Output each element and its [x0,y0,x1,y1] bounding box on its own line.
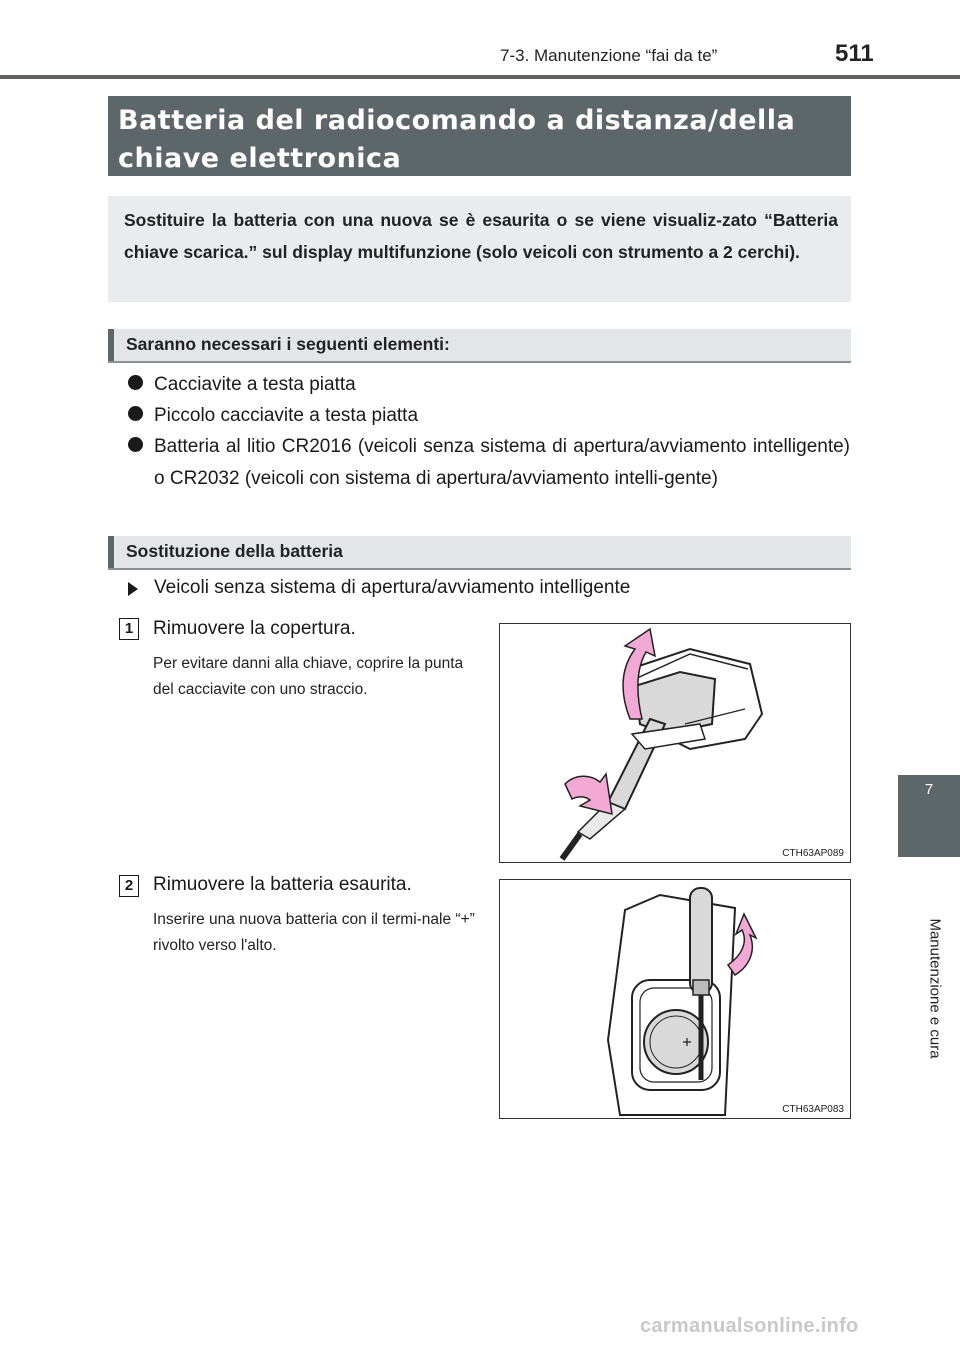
step-title: Rimuovere la batteria esaurita. [153,874,412,895]
step-note: Inserire una nuova batteria con il termi-nale “+” rivolto verso l'alto. [153,911,475,954]
figure-code: CTH63AP083 [782,1104,844,1115]
figure-remove-cover [499,623,851,863]
subsection-accent [108,329,114,361]
header-rule [0,75,960,79]
step-title: Rimuovere la copertura. [153,618,356,639]
subsection-header-required-items [108,329,851,363]
step-number: 1 [119,618,139,640]
list-item [128,431,850,495]
key-cover-illustration [500,624,850,862]
subsection-accent [108,536,114,568]
running-header-section: 7-3. Manutenzione “fai da te” [500,46,718,65]
page-title: Batteria del radiocomando a distanza/della chiave elettronica [118,105,796,174]
list-item [128,400,850,432]
list-item-text: Piccolo cacciavite a testa piatta [154,405,419,426]
subsection-title: Sostituzione della batteria [126,541,343,561]
battery-compartment-illustration [500,880,850,1118]
figure-code: CTH63AP089 [782,848,844,859]
intro-box [108,196,851,302]
chapter-tab [898,775,960,857]
subsection-title: Saranno necessari i seguenti elementi: [126,334,450,354]
list-item-text: Batteria al litio CR2016 (veicoli senza sistema di apertura/avviamento intelligente) o CR2032 (veicoli con sistema di apertura/avviamento intelli-gente) [154,436,850,489]
variant-text: Veicoli senza sistema di apertura/avviamento intelligente [154,577,631,598]
chapter-label: Manutenzione e cura [926,918,944,1059]
figure-remove-battery [499,879,851,1119]
watermark: carmanualsonline.info [640,1315,859,1337]
title-banner [108,96,851,176]
variant-heading [128,577,630,599]
list-item [128,369,850,401]
step-number: 2 [119,875,139,897]
bullet-icon [128,406,143,421]
triangle-bullet-icon [128,582,138,596]
chapter-number: 7 [924,781,934,798]
subsection-header-replacement [108,536,851,570]
bullet-icon [128,437,143,452]
intro-text: Sostituire la batteria con una nuova se è esaurita o se viene visualiz-zato “Batteria chiave scarica.” sul display multifunzione (solo veicoli con strumento a 2 cerchi). [124,210,838,262]
step-note: Per evitare danni alla chiave, coprire la punta del cacciavite con uno straccio. [153,655,464,698]
bullet-icon [128,375,143,390]
page-number: 511 [835,40,874,67]
list-item-text: Cacciavite a testa piatta [154,374,356,395]
